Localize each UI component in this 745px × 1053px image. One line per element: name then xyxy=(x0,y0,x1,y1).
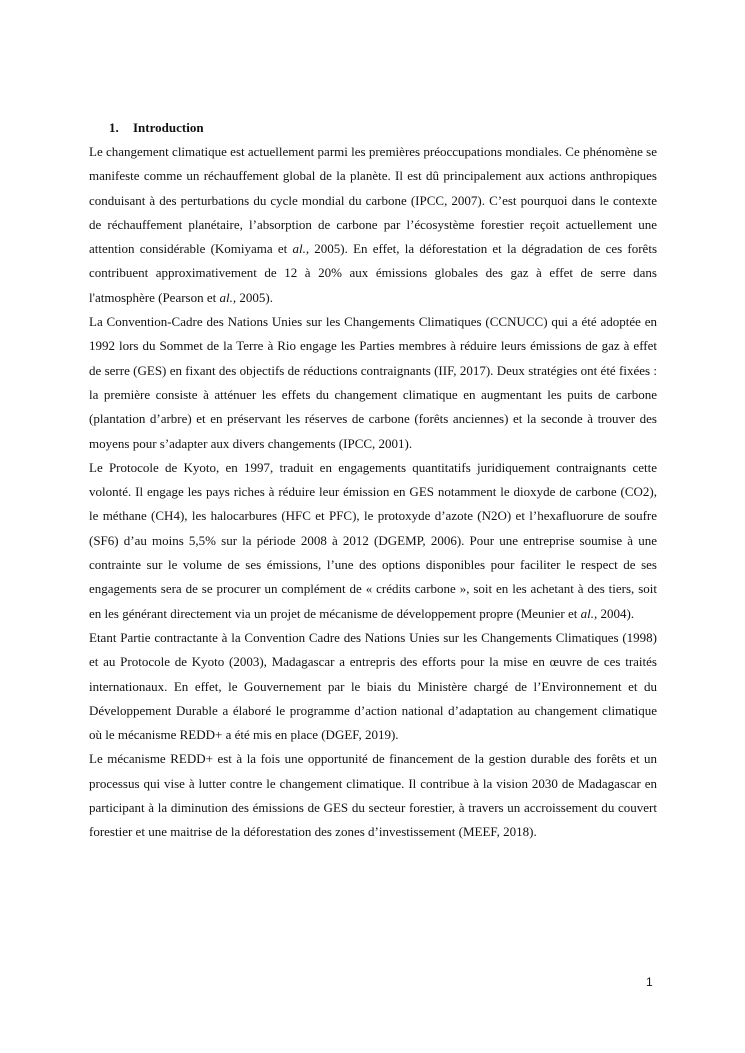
paragraph xyxy=(89,626,657,747)
section-heading xyxy=(89,116,657,140)
paragraph xyxy=(89,747,657,844)
italic-text: al., xyxy=(580,605,598,621)
text-run: 2005). En effet, la déforestation et la dégradation de ces forêts contribuent approximativement de 12 à 20% aux émissions globales des gaz à effet de serre dans l'atmosphère (Pearson et xyxy=(89,241,658,305)
text-run: Le changement climatique est actuellement parmi les premières préoccupations mondiales. Ce phénomène se manifeste comme un réchauffement global de la planète. Il est dû principalement aux actions anthropiques conduisant à des perturbations du cycle mondial du carbone (IPCC, 2007). C’est pourquoi dans le contexte de réchauffement planétaire, l’absorption de carbone par l’écosystème forestier reçoit actuellement une attention considérable (Komiyama et xyxy=(89,144,657,257)
section-title: Introduction xyxy=(133,120,204,135)
body-text xyxy=(89,140,657,845)
text-run: Le Protocole de Kyoto, en 1997, traduit en engagements quantitatifs juridiquement contraignants cette volonté. Il engage les pays riches à réduire leur émission en GES notamment le dioxyde de carbone (CO2), le méthane (CH4), les halocarbures (HFC et PFC), le protoxyde d’azote (N2O) et l’hexafluorure de soufre (SF6) d’au moins 5,5% sur la période 2008 à 2012 (DGEMP, 2006). Pour une entreprise soumise à une contrainte sur le volume de ses émissions, l’une des options disponibles pour faciliter le respect de ses engagements sera de se procurer un complément de « crédits carbone », soit en les achetant à des tiers, soit en les générant directement via un projet de mécanisme de développement propre (Meunier et xyxy=(89,459,657,621)
page-number: 1 xyxy=(646,975,653,989)
paragraph xyxy=(89,140,657,310)
section-number: 1. xyxy=(109,120,119,135)
paragraph xyxy=(89,456,657,626)
page-content xyxy=(89,116,657,845)
text-run: 2005). xyxy=(236,289,273,305)
text-run: Etant Partie contractante à la Convention Cadre des Nations Unies sur les Changements Climatiques (1998) et au Protocole de Kyoto (2003), Madagascar a entrepris des efforts pour la mise en œuvre de ces traités internationaux. En effet, le Gouvernement par le biais du Ministère chargé de l’Environnement et du Développement Durable a élaboré le programme d’action national d’adaptation au changement climatique où le mécanisme REDD+ a été mis en place (DGEF, 2019). xyxy=(89,629,657,743)
text-run: La Convention-Cadre des Nations Unies sur les Changements Climatiques (CCNUCC) qui a été adoptée en 1992 lors du Sommet de la Terre à Rio engage les Parties membres à réduire leurs émissions de gaz à effet de serre (GES) en fixant des objectifs de réductions contraignants (IIF, 2017). Deux stratégies ont été fixées : la première consiste à atténuer les effets du changement climatique en augmentant les puits de carbone (plantation d’arbre) et en préservant les réserves de carbone (forêts anciennes) et la seconde à trouver des moyens pour s’adapter aux divers changements (IPCC, 2001). xyxy=(89,314,657,451)
paragraph xyxy=(89,310,657,456)
text-run: 2004). xyxy=(597,605,635,621)
italic-text: al., xyxy=(292,241,310,257)
text-run: Le mécanisme REDD+ est à la fois une opportunité de financement de la gestion durable des forêts et un processus qui vise à lutter contre le changement climatique. Il contribue à la vision 2030 de Madagascar en participant à la diminution des émissions de GES du secteur forestier, à travers un accroissement du couvert forestier et une maitrise de la déforestation des zones d’investissement (MEEF, 2018). xyxy=(89,751,657,840)
italic-text: al., xyxy=(219,289,237,305)
